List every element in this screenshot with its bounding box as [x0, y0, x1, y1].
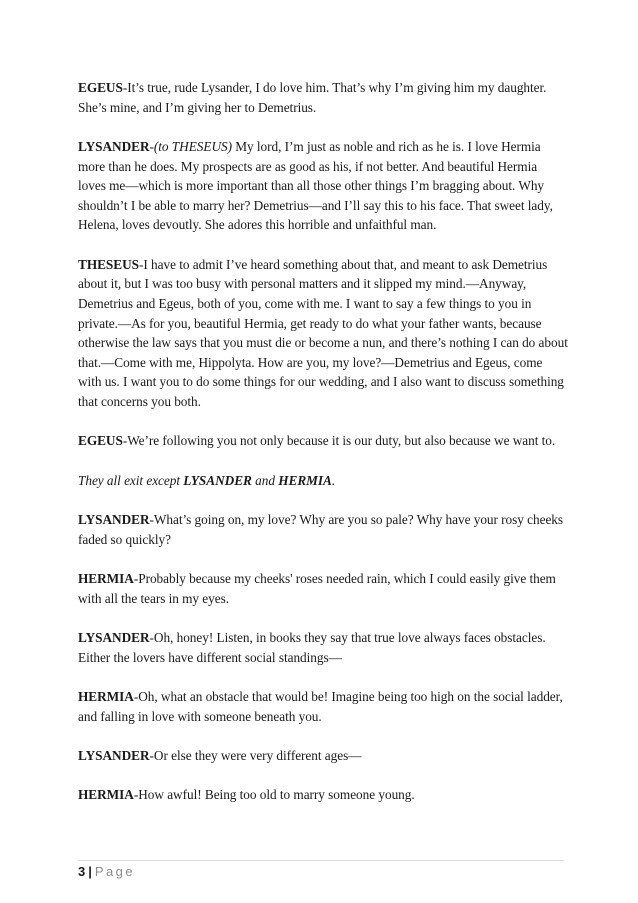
speaker-name: THESEUS: [78, 256, 139, 272]
speech-lysander-4: [78, 746, 568, 766]
stage-direction-exit: [78, 471, 568, 491]
speaker-name: EGEUS: [78, 433, 123, 449]
speaker-name: EGEUS: [78, 80, 123, 95]
speech-text: -Probably because my cheeks' roses needed rain, which I could easily give them with all the tears in my eyes.: [78, 571, 556, 606]
speaker-name: LYSANDER: [78, 512, 150, 528]
speech-egeus-1: [78, 78, 568, 117]
speaker-name: HERMIA: [78, 571, 134, 587]
speech-hermia-2: [78, 687, 568, 726]
page-label: Page: [94, 864, 135, 879]
speech-lysander-1: [78, 137, 568, 235]
speech-hermia-1: [78, 569, 568, 608]
speech-text: -I have to admit I’ve heard something about that, and meant to ask Demetrius about it, but I was too busy with personal matters and it slipped my mind.—Anyway, Demetrius and Egeus, both of you, come with me. I want to say a few things to you in private.—As for you, beautiful Hermia, get ready to do what your father wants, because otherwise the law says that you must die or become a nun, and there’s nothing I can do about that.—Come with me, Hippolyta. How are you, my love?—Demetrius and Egeus, come with us. I want you to do some things for our wedding, and I also want to discuss something that concerns you both.: [78, 256, 568, 409]
speech-text: -Oh, what an obstacle that would be! Imagine being too high on the social ladder, and falling in love with someone beneath you.: [78, 689, 563, 724]
speech-egeus-2: [78, 431, 568, 451]
footer-divider: [78, 860, 564, 861]
speech-lysander-2: [78, 510, 568, 549]
page-footer: [78, 864, 135, 880]
stage-direction-text: and: [251, 472, 279, 488]
speech-text: -We’re following you not only because it is our duty, but also because we want to.: [122, 433, 556, 449]
speech-text: -Or else they were very different ages—: [149, 748, 362, 764]
stage-direction-name: HERMIA: [278, 472, 332, 488]
stage-direction-text: .: [331, 472, 336, 488]
speaker-name: HERMIA: [78, 787, 134, 803]
speech-hermia-3: [78, 785, 568, 805]
speech-lysander-3: [78, 628, 568, 667]
speech-theseus-1: [78, 255, 568, 412]
speaker-name: LYSANDER: [78, 630, 150, 646]
stage-direction-text: They all exit except: [78, 472, 184, 488]
stage-direction-inline: -(to THESEUS): [149, 138, 232, 154]
speaker-name: LYSANDER: [78, 138, 150, 154]
speech-text: -It’s true, rude Lysander, I do love him. That’s why I’m giving him my daughter. She’s mine, and I’m giving her to Demetrius.: [78, 80, 547, 115]
page-number: 3: [78, 864, 86, 879]
stage-direction-name: LYSANDER: [183, 472, 252, 488]
speaker-name: HERMIA: [78, 689, 134, 705]
speech-text: My lord, I’m just as noble and rich as he is. I love Hermia more than he does. My prospects are as good as his, if not better. And beautiful Hermia loves me—which is more important than all those other things I’m bragging about. Why shouldn’t I be able to marry her? Demetrius—and I’ll say this to his face. That sweet lady, Helena, loves devoutly. She adores this horrible and unfaithful man.: [78, 138, 553, 233]
speech-text: -What’s going on, my love? Why are you so pale? Why have your rosy cheeks faded so quickly?: [78, 512, 564, 547]
script-body: [78, 78, 568, 825]
speech-text: -Oh, honey! Listen, in books they say that true love always faces obstacles. Either the lovers have different social standings—: [78, 630, 546, 665]
footer-separator: |: [88, 864, 92, 879]
speaker-name: LYSANDER: [78, 748, 150, 764]
speech-text: -How awful! Being too old to marry someone young.: [133, 787, 415, 803]
